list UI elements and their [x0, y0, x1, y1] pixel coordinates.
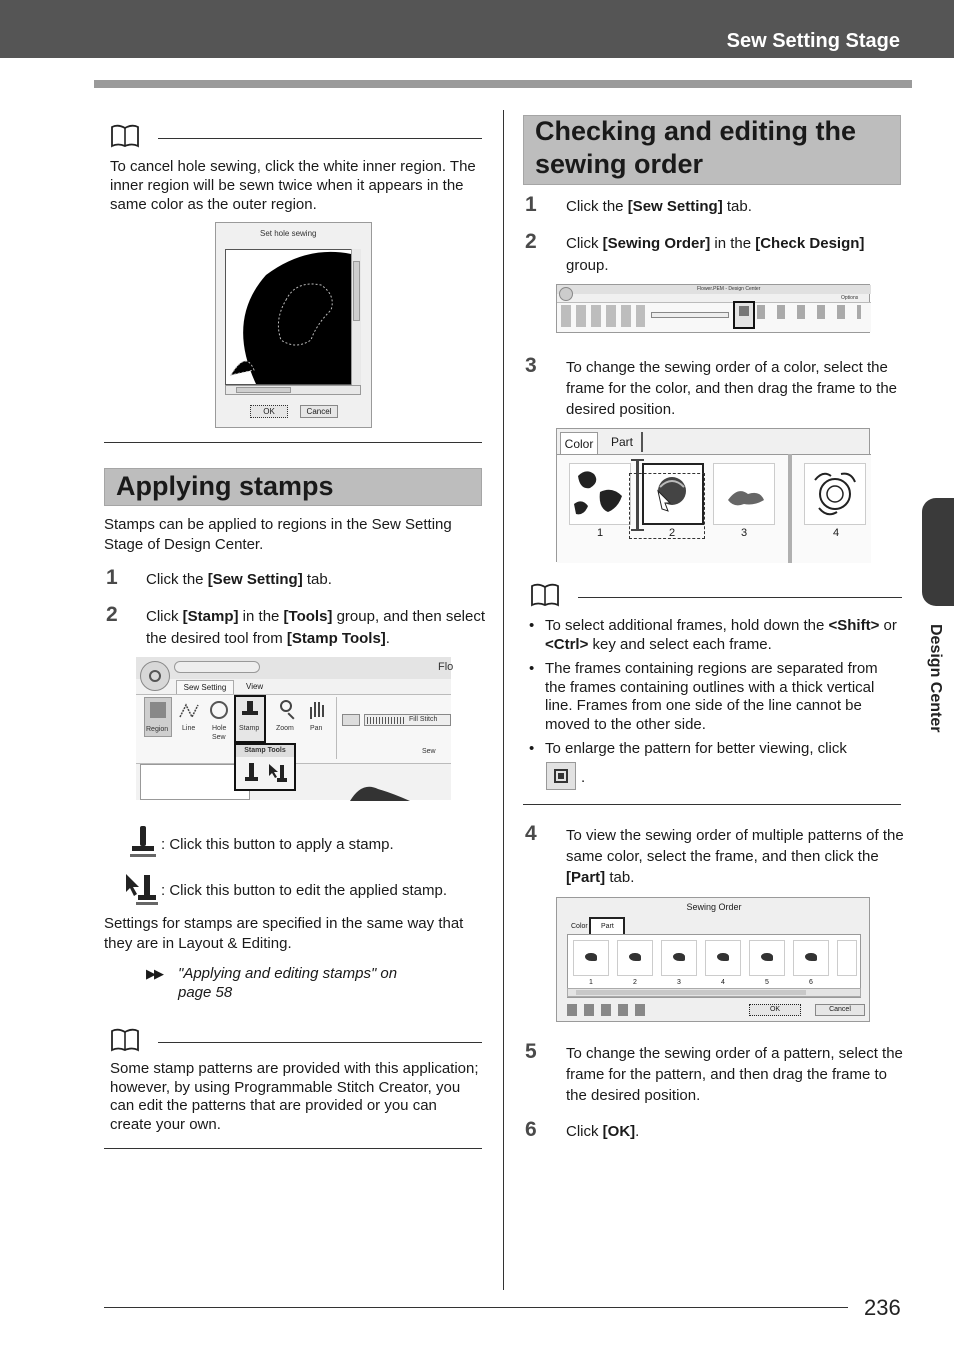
reference-arrow-icon: ▶▶	[146, 966, 162, 981]
hole-sew-button[interactable]: Hole Sew	[206, 697, 234, 745]
step-number: 2	[106, 603, 118, 626]
options-button[interactable]: Options	[841, 295, 859, 301]
stamps-intro: Stamps can be applied to regions in the Sew Setting Stage of Design Center.	[104, 516, 452, 553]
stamp-tools-popup: Stamp Tools	[234, 743, 296, 791]
frame-label: 2	[669, 527, 676, 539]
part-shape	[673, 953, 685, 961]
step-text: Click [Stamp] in the [Tools] group, and then select the desired tool from [Stamp Tools].	[146, 608, 486, 647]
section-header-title: Sew Setting Stage	[726, 30, 900, 52]
section-title-sewing-order: Checking and editing the sewing order	[535, 116, 857, 179]
color-frames-screenshot	[556, 428, 870, 562]
step-text: Click [Sewing Order] in the [Check Design] group.	[566, 235, 865, 274]
hole-preview[interactable]	[225, 249, 361, 385]
pattern-preview-image	[226, 250, 360, 384]
step-number: 1	[525, 193, 537, 216]
note-hole-sewing-text: To cancel hole sewing, click the white inner region. The inner region will be sewn twice when it appears in the same color as the outer region.	[110, 158, 476, 213]
part-frame-label: 3	[677, 979, 681, 986]
bullet-end-period: .	[581, 769, 586, 786]
part-frame-label: 4	[721, 979, 725, 986]
apply-stamp-tool[interactable]	[244, 763, 260, 785]
step-number: 2	[525, 230, 537, 253]
note-bullet: • The frames containing regions are separated from the frames containing outlines with a thick vertical line. Frames from one side of the line cannot be moved to the other side.	[529, 660, 878, 733]
tab-part[interactable]: Part	[589, 917, 625, 935]
frame-label: 3	[741, 527, 748, 539]
frame-label: 1	[597, 527, 604, 539]
note-header	[530, 583, 902, 611]
fit-to-window-icon[interactable]	[546, 762, 576, 790]
part-shape	[805, 953, 817, 961]
step-text: To change the sewing order of a pattern, select the frame for the pattern, and then drag the frame to the desired position.	[566, 1045, 903, 1104]
window-title: Flower.PEM - Design Center	[697, 286, 761, 292]
part-frame[interactable]	[705, 940, 741, 986]
vertical-scrollbar[interactable]	[351, 249, 361, 385]
sewing-order-dialog	[556, 897, 870, 1022]
section-title-applying-stamps: Applying stamps	[116, 471, 334, 501]
sewing-order-button[interactable]	[733, 301, 755, 329]
color-frame[interactable]	[804, 463, 866, 525]
note-bullet: • To select additional frames, hold down the <Shift> or <Ctrl> key and select each frame.	[529, 617, 897, 653]
part-shape	[761, 953, 773, 961]
part-shape	[717, 953, 729, 961]
color-frame[interactable]	[569, 463, 631, 525]
header-underline	[94, 80, 912, 88]
tab-color[interactable]: Color	[560, 432, 598, 454]
stamp-edit-icon	[124, 872, 160, 906]
note-bullet: • To enlarge the pattern for better viewing, click	[529, 740, 847, 757]
edit-stamp-tool[interactable]	[268, 763, 288, 785]
part-frame-label: 6	[809, 979, 813, 986]
step-text: Click [OK].	[566, 1123, 640, 1140]
memo-book-icon	[110, 1028, 140, 1052]
step-text: Click the [Sew Setting] tab.	[566, 198, 752, 215]
section-divider	[523, 804, 901, 805]
tab-sew-setting[interactable]: Sew Setting	[176, 680, 234, 694]
region-button[interactable]: Region	[144, 697, 172, 737]
tab-part[interactable]: Part	[603, 432, 643, 452]
memo-book-icon	[530, 583, 560, 607]
dialog-cancel-button[interactable]: Cancel	[815, 1004, 865, 1016]
dialog-title: Sewing Order	[686, 902, 742, 912]
stamp-edit-desc: : Click this button to edit the applied stamp.	[161, 882, 447, 899]
chapter-tab	[922, 498, 954, 606]
stamp-settings-text: Settings for stamps are specified in the same way that they are in Layout & Editing.	[104, 915, 464, 952]
zoom-button[interactable]: Zoom	[274, 697, 302, 737]
app-button[interactable]	[559, 287, 573, 301]
part-frame-label: 5	[765, 979, 769, 986]
fill-stitch-selector[interactable]: Fill Stitch	[364, 714, 451, 726]
region-outline-separator	[788, 454, 792, 563]
step-text: Click the [Sew Setting] tab.	[146, 571, 332, 588]
frame-label: 4	[833, 527, 840, 539]
part-frame[interactable]	[617, 940, 653, 986]
column-divider	[503, 110, 504, 1290]
part-frame[interactable]	[749, 940, 785, 986]
part-frame-partial[interactable]	[837, 940, 857, 976]
step-number: 4	[525, 822, 537, 845]
note-stamp-patterns-text: Some stamp patterns are provided with this application; however, by using Programmable Stitch Creator, you can edit the patterns that are provided or you can create your own.	[110, 1060, 479, 1134]
memo-book-icon	[110, 124, 140, 148]
reference-link[interactable]: "Applying and editing stamps" on page 58	[178, 965, 398, 1001]
color-dropdown[interactable]	[342, 714, 360, 726]
window-title-fragment: Flo	[438, 661, 454, 673]
group-label-sew: Sew	[422, 748, 436, 755]
horizontal-scrollbar[interactable]	[567, 988, 861, 997]
part-shape	[585, 953, 597, 961]
step-text: To view the sewing order of multiple patterns of the same color, select the frame, and then click the [Part] tab.	[566, 827, 904, 886]
section-divider	[104, 442, 482, 443]
set-hole-sewing-dialog	[215, 222, 372, 428]
section-divider	[104, 1148, 482, 1149]
line-button[interactable]: Line	[176, 697, 204, 737]
step-number: 1	[106, 566, 118, 589]
stamp-button[interactable]: Stamp	[234, 695, 266, 743]
dialog-ok-button[interactable]: OK	[749, 1004, 801, 1016]
note-header	[110, 124, 482, 152]
color-frame[interactable]	[713, 463, 775, 525]
dialog-cancel-button[interactable]: Cancel	[300, 405, 338, 418]
drag-ghost-frame	[629, 473, 705, 539]
part-frames-row	[573, 940, 861, 986]
app-button[interactable]	[140, 661, 170, 691]
horizontal-scrollbar[interactable]	[225, 385, 361, 395]
step-number: 6	[525, 1118, 537, 1141]
step-number: 3	[525, 354, 537, 377]
tab-color[interactable]: Color	[571, 923, 588, 930]
pattern-fragment	[348, 779, 418, 801]
part-shape	[629, 953, 641, 961]
footer-rule	[104, 1307, 848, 1308]
pan-button[interactable]: Pan	[304, 697, 332, 737]
part-frame[interactable]	[793, 940, 829, 986]
step-number: 5	[525, 1040, 537, 1063]
step-text: To change the sewing order of a color, select the frame for the color, and then drag the frame to the desired position.	[566, 359, 898, 418]
stamp-apply-desc: : Click this button to apply a stamp.	[161, 836, 394, 853]
dialog-ok-button[interactable]: OK	[250, 405, 288, 418]
part-frame-label: 1	[589, 979, 593, 986]
chapter-tab-label: Design Center	[927, 624, 944, 733]
quick-access-toolbar	[174, 661, 260, 673]
tab-view[interactable]: View	[246, 682, 264, 691]
page-number: 236	[864, 1295, 901, 1320]
note-header	[110, 1028, 482, 1056]
ribbon-screenshot-stamps	[136, 657, 454, 800]
ribbon-screenshot-sewing-order	[556, 284, 870, 333]
part-frame[interactable]	[573, 940, 609, 986]
part-frame-label: 2	[633, 979, 637, 986]
part-frame[interactable]	[661, 940, 697, 986]
dialog-title: Set hole sewing	[260, 229, 317, 238]
stamp-apply-icon	[128, 826, 158, 860]
